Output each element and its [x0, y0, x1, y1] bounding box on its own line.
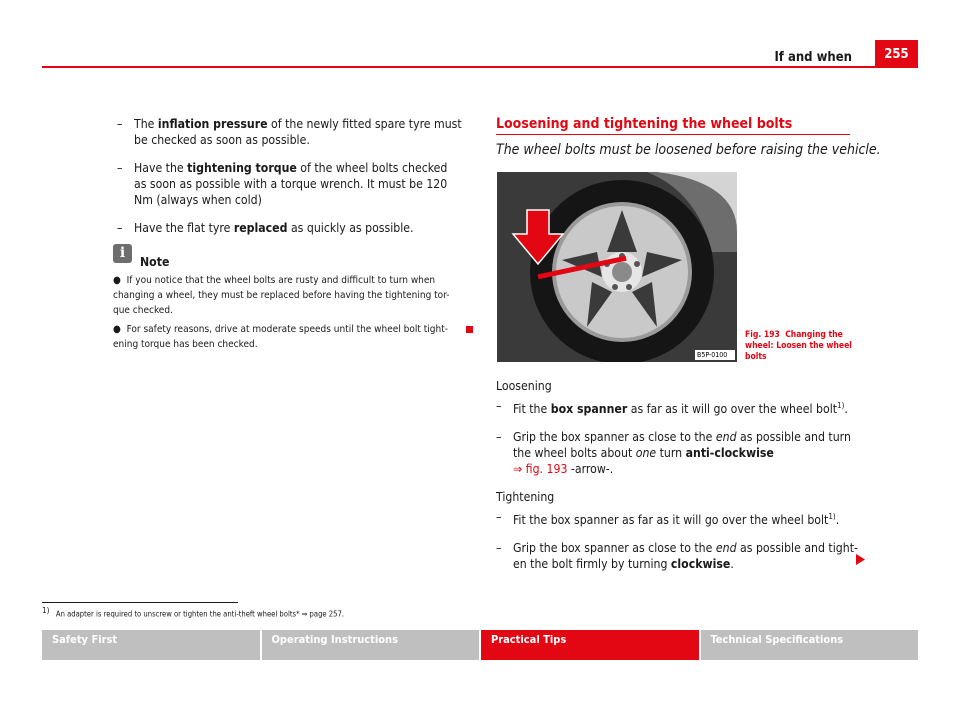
item-text: as possible and tight-en the bolt firmly by turning [513, 541, 858, 572]
instructions [496, 378, 866, 584]
dash-bullet: – [117, 117, 123, 131]
item-text: turn [656, 446, 686, 461]
list-item [496, 540, 866, 572]
item-italic-text: end [715, 541, 737, 556]
tab-safety-first[interactable]: Safety First [42, 630, 260, 660]
section-subtitle: The wheel bolts must be loosened before raising the vehicle. [496, 142, 881, 158]
item-text: of the wheel bolts checked as soon as possible with a torque wrench. It must be 120 Nm (always when cold) [134, 161, 448, 207]
note-paragraph [113, 273, 465, 318]
item-text: of the newly fitted spare tyre must be checked as soon as possible. [134, 117, 462, 147]
footer-nav [42, 630, 918, 660]
dash-bullet: – [496, 430, 502, 445]
tab-technical-specifications[interactable]: Technical Specifications [701, 630, 919, 660]
item-bold-text: tightening torque [187, 161, 297, 175]
figure-caption-text: Changing the wheel: Loosen the wheel bolts [745, 330, 852, 362]
dash-bullet: – [496, 541, 502, 556]
header-rule [42, 66, 918, 68]
section-title-rule [496, 134, 850, 135]
figure-number: Fig. 193 [745, 330, 780, 340]
note-paragraph [113, 322, 465, 352]
footnote-ref: 1) [837, 401, 845, 410]
figure-code: B5P-0100 [697, 351, 728, 359]
page-number: 255 [875, 40, 918, 68]
list-item [496, 509, 866, 528]
item-text: Have the [134, 161, 188, 175]
item-text: . [835, 513, 840, 528]
figure-link[interactable]: ⇒ fig. 193 [513, 462, 568, 477]
section-end-mark [466, 326, 473, 333]
dash-bullet: – [117, 221, 123, 235]
item-text: The [134, 117, 158, 131]
bullet-icon: ● [113, 275, 121, 286]
tab-operating-instructions[interactable]: Operating Instructions [262, 630, 480, 660]
tab-practical-tips[interactable]: Practical Tips [481, 630, 699, 660]
footnote-mark: 1) [42, 606, 50, 615]
list-item [117, 116, 463, 148]
dash-bullet: – [496, 510, 502, 525]
figure-caption [745, 330, 855, 363]
item-text: Fit the box spanner as far as it will go over the wheel bolt [513, 513, 829, 528]
tightening-heading: Tightening [496, 490, 555, 505]
item-italic-text: end [715, 430, 737, 445]
item-text: Grip the box spanner as close to the [513, 430, 716, 445]
note-box [113, 237, 465, 352]
list-item [117, 160, 463, 208]
list-item [117, 220, 463, 236]
item-text: . [844, 402, 848, 417]
item-bold-text: replaced [233, 221, 288, 235]
item-text: as possible and turn the wheel bolts about [513, 430, 851, 461]
left-column [117, 116, 463, 248]
note-text: If you notice that the wheel bolts are rusty and difficult to turn when changing a wheel, they must be replaced before having the tightening tor-que checked. [113, 275, 450, 316]
item-bold-text: inflation pressure [157, 117, 268, 131]
footnote-text: An adapter is required to unscrew or tighten the anti-theft wheel bolts* ⇒ page 257. [55, 609, 344, 619]
footnote-ref: 1) [828, 512, 836, 522]
footnote-rule [42, 602, 238, 603]
section-title: Loosening and tightening the wheel bolts [496, 116, 793, 132]
item-text: . [730, 557, 734, 572]
bullet-icon: ● [113, 324, 121, 335]
wheel-figure [497, 172, 737, 362]
item-text: Have the flat tyre [134, 221, 234, 235]
wheel-illustration [497, 172, 737, 362]
list-item [496, 398, 866, 417]
loosening-heading: Loosening [496, 379, 552, 393]
item-bold-text: box spanner [550, 402, 628, 417]
item-bold-text: anti-clockwise [685, 446, 774, 461]
note-text: For safety reasons, drive at moderate speeds until the wheel bolt tight-ening torque has been checked. [113, 324, 448, 350]
item-text: Fit the [513, 402, 551, 417]
list-item [496, 429, 866, 477]
header-section-title: If and when [774, 50, 852, 65]
footnote [42, 606, 344, 619]
item-text: as quickly as possible. [287, 221, 414, 235]
item-italic-text: one [635, 446, 657, 461]
item-bold-text: clockwise [670, 557, 731, 572]
item-text: -arrow-. [567, 462, 614, 477]
dash-bullet: – [117, 161, 123, 175]
continue-arrow-icon [856, 550, 865, 569]
dash-bullet: – [496, 399, 502, 413]
item-text: as far as it will go over the wheel bolt [627, 402, 838, 417]
note-label: Note [140, 255, 170, 269]
info-icon: i [113, 244, 132, 263]
item-text: Grip the box spanner as close to the [513, 541, 716, 556]
